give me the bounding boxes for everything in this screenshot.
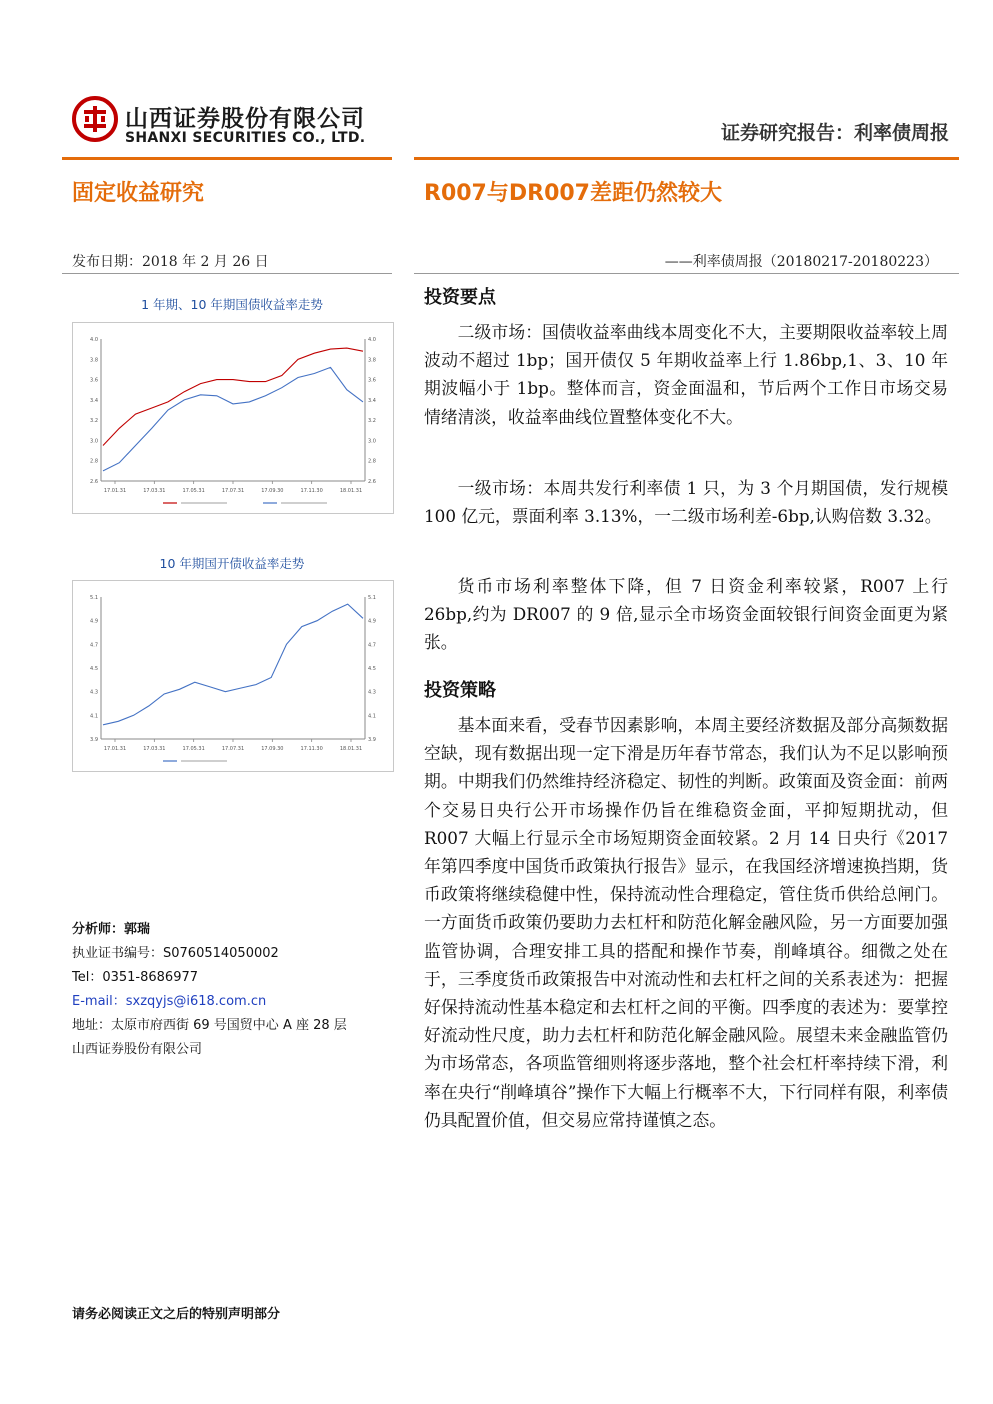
section-heading-strategy: 投资策略 <box>424 680 496 701</box>
chart-1-y-tick-left: 3.8 <box>90 357 98 364</box>
date-rule-left <box>62 273 392 274</box>
chart-1-y-tick-left: 3.4 <box>90 397 98 404</box>
chart-2-x-tick-label: 17.11.30 <box>300 746 323 752</box>
chart-2-x-tick-label: 17.03.31 <box>143 746 166 752</box>
company-name-en: SHANXI SECURITIES CO., LTD. <box>125 130 366 146</box>
chart-2 <box>72 580 394 772</box>
chart-1-x-tick-label: 17.03.31 <box>143 488 166 494</box>
chart-2-y-tick-right: 4.7 <box>368 642 376 649</box>
report-type: 证券研究报告：利率债周报 <box>720 122 949 144</box>
analyst-name: 分析师：郭瑞 <box>72 922 151 937</box>
chart-2-y-tick-right: 3.9 <box>368 737 376 743</box>
footer-disclaimer: 请务必阅读正文之后的特别声明部分 <box>72 1307 281 1322</box>
publish-date: 发布日期：2018 年 2 月 26 日 <box>72 254 269 270</box>
paragraph-secondary-market: 二级市场：国债收益率曲线本周变化不大，主要期限收益率较上周波动不超过 1bp；国开债仅 5 年期收益率上行 1.86bp,1、3、10 年期波幅小于 1bp。整体而言，资金面温和，节后两个工作日市场交易情绪清淡，收益率曲线位置整体变化不大。 <box>424 322 948 427</box>
chart-1-x-tick-label: 17.01.31 <box>103 488 127 494</box>
chart-2-y-tick-left: 4.7 <box>90 642 98 649</box>
chart-1-y-tick-left: 3.2 <box>90 418 98 425</box>
chart-1-x-tick-label: 18.01.31 <box>339 488 363 494</box>
chart-2-y-tick-left: 4.9 <box>90 618 98 625</box>
chart-1-x-tick-label: 17.11.30 <box>300 488 323 494</box>
chart-2-y-tick-right: 4.3 <box>368 689 376 696</box>
chart-2-x-tick-label: 17.01.31 <box>103 746 127 752</box>
analyst-info <box>72 918 347 1062</box>
header-rule-left <box>62 157 392 160</box>
chart-1-y-tick-right: 2.8 <box>368 458 376 465</box>
chart-2-y-tick-right: 4.9 <box>368 618 376 625</box>
report-headline: R007与DR007差距仍然较大 <box>424 181 722 206</box>
chart-1 <box>72 322 394 514</box>
chart-2-y-tick-right: 4.1 <box>368 713 376 720</box>
chart-1-series-line-1 <box>103 367 363 471</box>
chart-1-y-tick-left: 2.8 <box>90 458 98 465</box>
paragraph-strategy: 基本面来看，受春节因素影响，本周主要经济数据及部分高频数据空缺，现有数据出现一定下滑是历年春节常态，我们认为不足以影响预期。中期我们仍然维持经济稳定、韧性的判断。政策面及资金面：前两个交易日央行公开市场操作仍旨在维稳资金面，平抑短期扰动，但 R007 大幅上行显示全市场短期资金面较紧。2 月 14 日央行《2017 年第四季度中国货币政策执行报告》显示，在我国经济增速换挡期，货币政策将继续稳健中性，保持流动性合理稳定，管住货币供给总闸门。一方面货币政策仍要助力去杠杆和防范化解金融风险，另一方面要加强监管协调，合理安排工具的搭配和操作节奏，削峰填谷。细微之处在于，三季度货币政策报告中对流动性和去杠杆之间的关系表述为：把握好保持流动性基本稳定和去杠杆之间的平衡。四季度的表述为：要掌控好流动性尺度，助力去杠杆和防范化解金融风险。展望未来金融监管仍为市场常态，各项监管细则将逐步落地，整个社会杠杆率持续下滑，利率在央行“削峰填谷”操作下大幅上行概率不大，下行同样有限，利率债仍具配置价值，但交易应常持谨慎之态。 <box>424 715 948 1130</box>
chart-1-y-tick-right: 3.0 <box>368 438 376 445</box>
chart-1-y-tick-right: 3.8 <box>368 357 376 364</box>
chart-1-y-tick-right: 2.6 <box>368 479 376 485</box>
analyst-email[interactable]: E-mail：sxzqyjs@i618.com.cn <box>72 994 267 1009</box>
chart-2-series-line-0 <box>103 604 363 725</box>
chart-1-y-tick-right: 4.0 <box>368 337 376 343</box>
header-rule-right <box>414 157 959 160</box>
chart-1-y-tick-left: 3.0 <box>90 438 98 445</box>
chart-1-y-tick-left: 2.6 <box>90 479 98 485</box>
chart-2-y-tick-left: 5.1 <box>90 595 98 601</box>
chart-2-y-tick-left: 4.3 <box>90 689 98 696</box>
chart-2-title: 10 年期国开债收益率走势 <box>159 556 305 571</box>
analyst-company: 山西证券股份有限公司 <box>72 1042 203 1057</box>
report-subtitle: ——利率债周报（20180217-20180223） <box>664 254 938 270</box>
date-rule-right <box>414 273 959 274</box>
chart-1-y-tick-left: 3.6 <box>90 377 98 384</box>
chart-2-y-tick-left: 4.5 <box>90 666 98 672</box>
chart-2-x-tick-label: 17.05.31 <box>182 746 205 752</box>
chart-2-y-tick-right: 4.5 <box>368 666 376 672</box>
analyst-address: 地址：太原市府西街 69 号国贸中心 A 座 28 层 <box>72 1018 347 1033</box>
chart-1-title: 1 年期、10 年期国债收益率走势 <box>141 297 323 312</box>
chart-1-y-tick-left: 4.0 <box>90 337 98 343</box>
chart-2-x-tick-label: 17.07.31 <box>221 746 245 752</box>
chart-1-x-tick-label: 17.05.31 <box>182 488 205 494</box>
chart-1-y-tick-right: 3.6 <box>368 377 376 384</box>
chart-1-y-tick-right: 3.4 <box>368 397 376 404</box>
chart-1-x-tick-label: 17.09.30 <box>261 488 284 494</box>
chart-2-y-tick-left: 3.9 <box>90 737 98 743</box>
chart-1-y-tick-right: 3.2 <box>368 418 376 425</box>
chart-2-y-tick-right: 5.1 <box>368 595 376 601</box>
chart-2-x-tick-label: 18.01.31 <box>339 746 363 752</box>
analyst-license: 执业证书编号：S0760514050002 <box>72 946 279 961</box>
section-label: 固定收益研究 <box>72 181 205 206</box>
chart-1-series-line-0 <box>103 348 363 445</box>
chart-1-x-tick-label: 17.07.31 <box>221 488 245 494</box>
analyst-tel: Tel：0351-8686977 <box>72 970 199 985</box>
paragraph-money-market: 货币市场利率整体下降，但 7 日资金利率较紧，R007 上行 26bp,约为 DR007 的 9 倍,显示全市场资金面较银行间资金面更为紧张。 <box>424 576 948 653</box>
company-name-cn: 山西证券股份有限公司 <box>125 106 365 132</box>
chart-2-x-tick-label: 17.09.30 <box>261 746 284 752</box>
company-logo-icon <box>72 96 118 142</box>
paragraph-primary-market: 一级市场：本周共发行利率债 1 只，为 3 个月期国债，发行规模 100 亿元，票面利率 3.13%，一二级市场利差-6bp,认购倍数 3.32。 <box>424 478 948 527</box>
section-heading-key-points: 投资要点 <box>424 287 496 308</box>
chart-2-y-tick-left: 4.1 <box>90 713 98 720</box>
